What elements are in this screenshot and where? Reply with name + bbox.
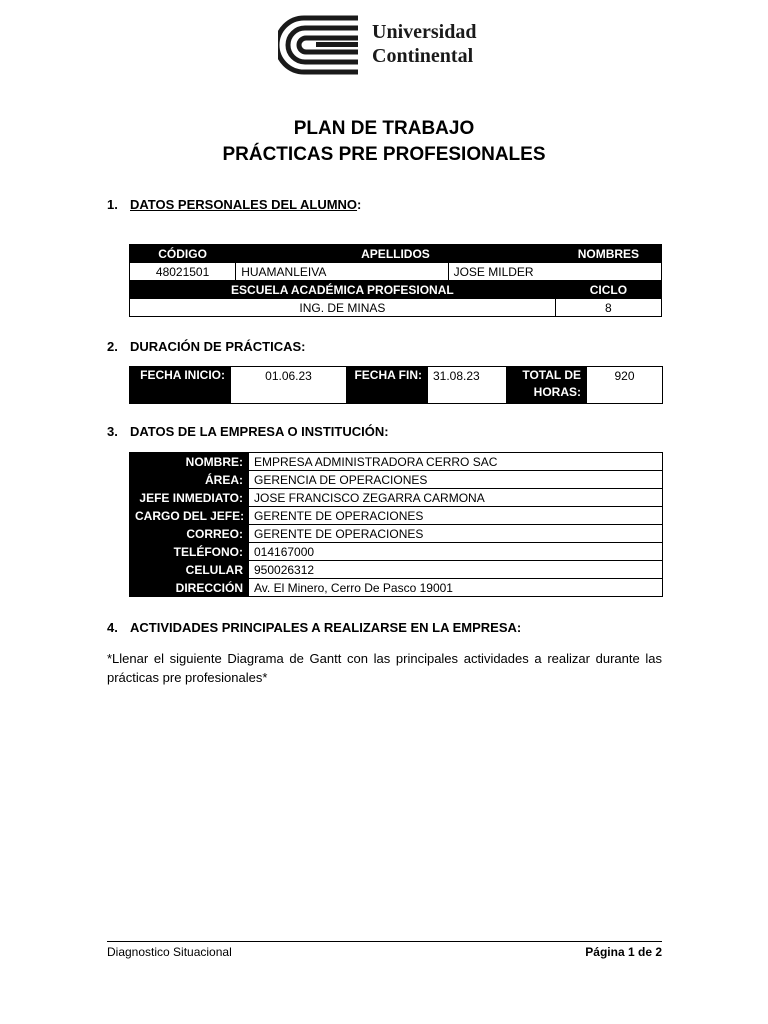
value-apellidos: HUAMANLEIVA — [236, 263, 448, 281]
university-name: Universidad Continental — [372, 21, 477, 67]
value-ciclo: 8 — [555, 299, 661, 317]
footer-divider — [107, 941, 662, 942]
table-row — [130, 489, 663, 507]
footer-page-number: Página 1 de 2 — [585, 945, 662, 959]
header-nombres: NOMBRES — [555, 245, 661, 263]
company-field-value: GERENCIA DE OPERACIONES — [249, 471, 663, 489]
company-field-value: EMPRESA ADMINISTRADORA CERRO SAC — [249, 453, 663, 471]
section-2-heading: 2. DURACIÓN DE PRÁCTICAS: — [107, 339, 306, 354]
company-field-value: 014167000 — [249, 543, 663, 561]
fecha-fin-label: FECHA FIN: — [347, 367, 428, 404]
student-data-table — [129, 244, 662, 317]
company-field-label: JEFE INMEDIATO: — [130, 489, 249, 507]
value-nombres: JOSE MILDER — [448, 263, 661, 281]
table-row — [130, 561, 663, 579]
section-4-heading: 4. ACTIVIDADES PRINCIPALES A REALIZARSE EN LA EMPRESA: — [107, 620, 522, 635]
company-field-value: Av. El Minero, Cerro De Pasco 19001 — [249, 579, 663, 597]
company-field-label: DIRECCIÓN — [130, 579, 249, 597]
total-horas-value: 920 — [587, 367, 663, 404]
document-title: PLAN DE TRABAJO — [293, 118, 475, 139]
header-ciclo: CICLO — [555, 281, 661, 299]
table-row — [130, 579, 663, 597]
company-field-value: JOSE FRANCISCO ZEGARRA CARMONA — [249, 489, 663, 507]
continental-emblem-icon — [278, 14, 360, 76]
table-row — [130, 543, 663, 561]
company-field-label: CORREO: — [130, 525, 249, 543]
fecha-inicio-value: 01.06.23 — [231, 367, 347, 404]
header-codigo: CÓDIGO — [130, 245, 236, 263]
practice-duration-table — [129, 366, 663, 404]
company-data-table — [129, 452, 663, 597]
university-logo — [278, 14, 488, 76]
company-field-label: ÁREA: — [130, 471, 249, 489]
value-codigo: 48021501 — [130, 263, 236, 281]
section-3-heading: 3. DATOS DE LA EMPRESA O INSTITUCIÓN: — [107, 424, 389, 439]
fecha-inicio-label: FECHA INICIO: — [130, 367, 231, 404]
gantt-instruction: *Llenar el siguiente Diagrama de Gantt con las principales actividades a realizar durante las prácticas pre profesionales* — [107, 651, 662, 685]
company-field-label: CELULAR — [130, 561, 249, 579]
fecha-fin-value: 31.08.23 — [428, 367, 507, 404]
table-row — [130, 525, 663, 543]
table-row — [130, 507, 663, 525]
header-apellidos: APELLIDOS — [236, 245, 556, 263]
header-escuela: ESCUELA ACADÉMICA PROFESIONAL — [130, 281, 556, 299]
table-row — [130, 471, 663, 489]
company-field-label: TELÉFONO: — [130, 543, 249, 561]
value-escuela: ING. DE MINAS — [130, 299, 556, 317]
footer-document-name: Diagnostico Situacional — [107, 945, 232, 959]
total-horas-label: TOTAL DE HORAS: — [507, 367, 587, 404]
table-row — [130, 453, 663, 471]
company-field-value: GERENTE DE OPERACIONES — [249, 525, 663, 543]
document-subtitle: PRÁCTICAS PRE PROFESIONALES — [222, 144, 546, 165]
company-field-label: NOMBRE: — [130, 453, 249, 471]
company-field-value: 950026312 — [249, 561, 663, 579]
section-1-heading: 1. DATOS PERSONALES DEL ALUMNO: — [107, 197, 362, 212]
company-field-value: GERENTE DE OPERACIONES — [249, 507, 663, 525]
company-field-label: CARGO DEL JEFE: — [130, 507, 249, 525]
